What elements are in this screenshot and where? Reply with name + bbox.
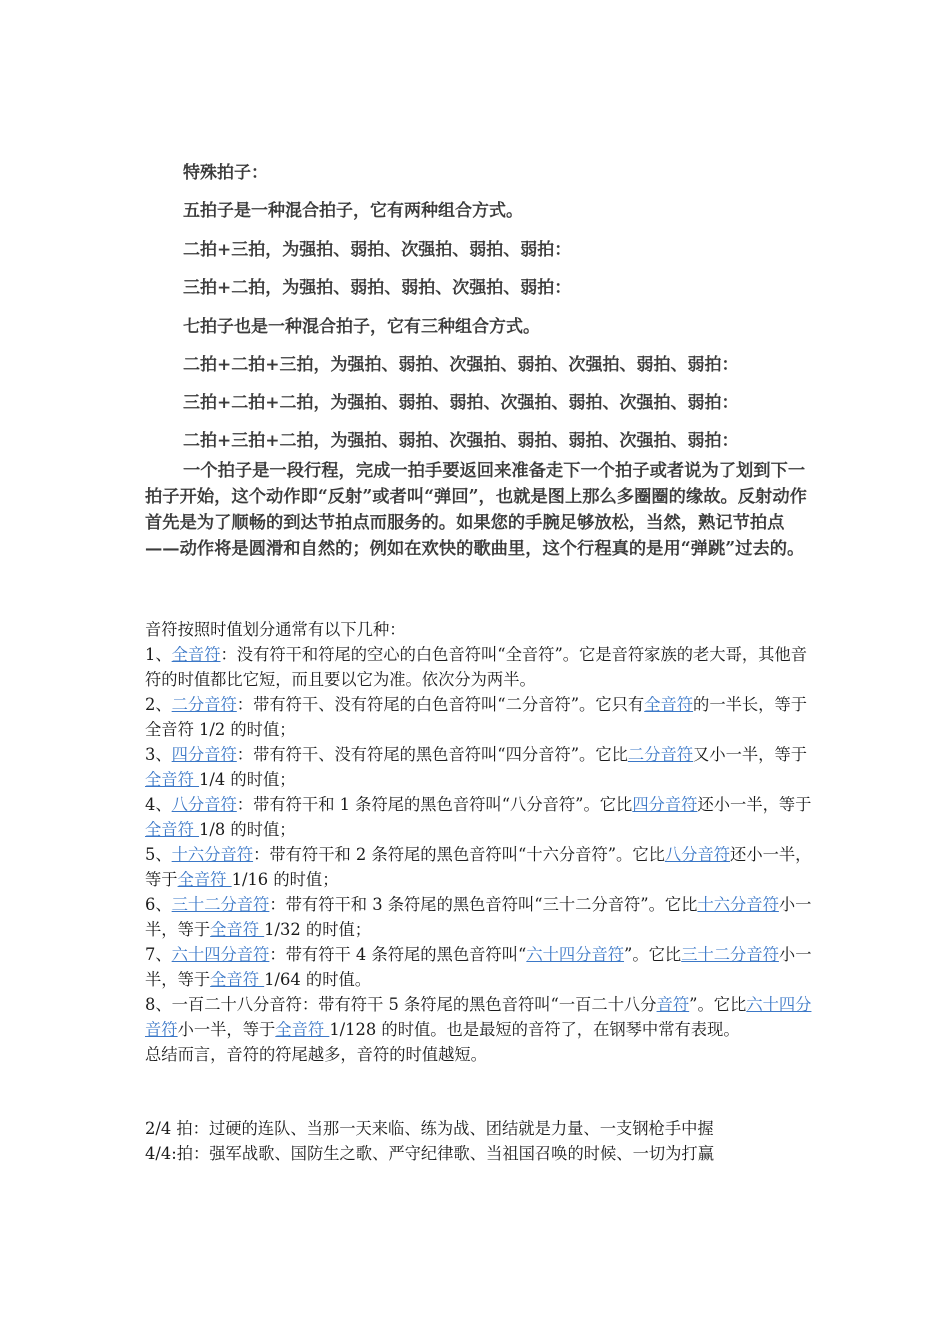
sixty-fourth-note-link[interactable]: 六十四分音符	[145, 995, 812, 1039]
song-line-4-4: 4/4:拍：强军战歌、国防生之歌、严守纪律歌、当祖国召唤的时候、一切为打赢	[145, 1144, 714, 1163]
whole-note-link[interactable]: 全音符	[171, 645, 221, 664]
sixteenth-note-link[interactable]: 十六分音符	[171, 845, 254, 864]
half-note-link[interactable]: 二分音符	[627, 745, 694, 764]
meter-line: 五拍子是一种混合拍子，它有两种组合方式。	[183, 201, 523, 221]
notes-intro: 音符按照时值划分通常有以下几种：	[145, 620, 406, 639]
half-note-link[interactable]: 二分音符	[171, 695, 237, 714]
meter-line: 七拍子也是一种混合拍子，它有三种组合方式。	[183, 317, 540, 337]
whole-note-link[interactable]: 全音符	[275, 1020, 330, 1039]
eighth-note-link[interactable]: 八分音符	[171, 795, 237, 814]
sixty-fourth-note-link[interactable]: 六十四分音符	[526, 945, 625, 964]
thirty-second-note-link[interactable]: 三十二分音符	[681, 945, 779, 964]
sixteenth-note-link[interactable]: 十六分音符	[697, 895, 779, 914]
beat-rebound-paragraph: 一个拍子是一段行程，完成一拍手要返回来准备走下一个拍子或者说为了划到下一拍子开始，这个动作即“反射”或者叫“弹回”，也就是图上那么多圈圈的缘故。反射动作首先是为了顺畅的到达节拍点而服务的。如果您的手腕足够放松，当然，熟记节拍点——动作将是圆滑和自然的；例如在欢快的歌曲里，这个行程真的是用“弹跳”过去的。	[145, 461, 807, 559]
quarter-note-link[interactable]: 四分音符	[171, 745, 237, 764]
note-item: 2、二分音符：带有符干、没有符尾的白色音符叫“二分音符”。它只有全音符的一半长，等于全音符 1/2 的时值；	[145, 695, 808, 739]
whole-note-link[interactable]: 全音符	[145, 820, 200, 839]
whole-note-link[interactable]: 全音符	[210, 920, 265, 939]
notes-summary: 总结而言，音符的符尾越多，音符的时值越短。	[145, 1045, 487, 1064]
song-list-section	[145, 1116, 815, 1166]
note-item: 3、四分音符：带有符干、没有符尾的黑色音符叫“四分音符”。它比二分音符又小一半，等于全音符 1/4 的时值；	[145, 745, 808, 789]
note-item: 5、十六分音符：带有符干和 2 条符尾的黑色音符叫“十六分音符”。它比八分音符还小一半，等于全音符 1/16 的时值；	[145, 845, 812, 889]
whole-note-link[interactable]: 全音符	[210, 970, 265, 989]
meter-line: 三拍+二拍，为强拍、弱拍、弱拍、次强拍、弱拍：	[183, 278, 572, 298]
meter-line: 三拍+二拍+二拍，为强拍、弱拍、弱拍、次强拍、弱拍、次强拍、弱拍：	[183, 393, 739, 413]
meter-line: 二拍+二拍+三拍，为强拍、弱拍、次强拍、弱拍、次强拍、弱拍、弱拍：	[183, 355, 739, 375]
note-link[interactable]: 音符	[656, 995, 690, 1014]
sixty-fourth-note-link[interactable]: 六十四分音符	[171, 945, 270, 964]
meter-line: 二拍+三拍，为强拍、弱拍、次强拍、弱拍、弱拍：	[183, 240, 572, 260]
note-item: 8、一百二十八分音符：带有符干 5 条符尾的黑色音符叫“一百二十八分音符”。它比六十四分音符小一半，等于全音符 1/128 的时值。也是最短的音符了，在钢琴中常有表现。	[145, 995, 812, 1039]
song-line-2-4: 2/4 拍：过硬的连队、当那一天来临、练为战、团结就是力量、一支钢枪手中握	[145, 1119, 714, 1138]
whole-note-link[interactable]: 全音符	[644, 695, 694, 714]
note-item: 7、六十四分音符：带有符干 4 条符尾的黑色音符叫“六十四分音符”。它比三十二分音符小一半，等于全音符 1/64 的时值。	[145, 945, 812, 989]
note-item: 6、三十二分音符：带有符干和 3 条符尾的黑色音符叫“三十二分音符”。它比十六分音符小一半，等于全音符 1/32 的时值；	[145, 895, 812, 939]
note-item: 4、八分音符：带有符干和 1 条符尾的黑色音符叫“八分音符”。它比四分音符还小一半，等于全音符 1/8 的时值；	[145, 795, 812, 839]
whole-note-link[interactable]: 全音符	[177, 870, 232, 889]
note-values-section	[145, 617, 815, 1067]
note-item: 1、全音符：没有符干和符尾的空心的白色音符叫“全音符”。它是音符家族的老大哥，其他音符的时值都比它短，而且要以它为准。依次分为两半。	[145, 645, 807, 689]
special-meter-heading: 特殊拍子：	[183, 163, 268, 183]
whole-note-link[interactable]: 全音符	[145, 770, 200, 789]
thirty-second-note-link[interactable]: 三十二分音符	[171, 895, 270, 914]
quarter-note-link[interactable]: 四分音符	[632, 795, 698, 814]
meter-line: 二拍+三拍+二拍，为强拍、弱拍、次强拍、弱拍、弱拍、次强拍、弱拍：	[183, 431, 739, 451]
eighth-note-link[interactable]: 八分音符	[664, 845, 731, 864]
